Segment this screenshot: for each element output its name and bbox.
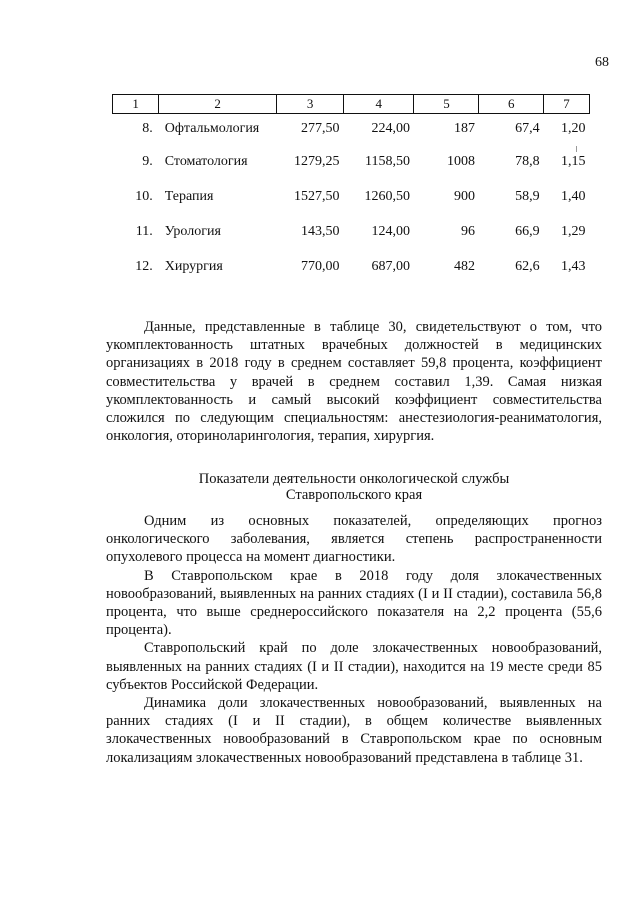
cell-col-7: 1,40 xyxy=(561,188,586,204)
table-row xyxy=(113,179,590,214)
cell-col-3: 1527,50 xyxy=(294,188,340,204)
header-col-4: 4 xyxy=(344,95,414,114)
cell-col-3: 1279,25 xyxy=(294,153,340,169)
header-col-3: 3 xyxy=(277,95,344,114)
body-paragraph: В Ставропольском крае в 2018 году доля злокачественных новообразований, выявленных на ранних стадиях (I и II стадии), составила 56,8 процента, что выше среднероссийского показателя на 2,2 процента (55,6 процента). xyxy=(106,567,602,639)
cell-col-3: 770,00 xyxy=(301,258,340,274)
specialty-name: Стоматология xyxy=(164,153,248,169)
header-col-1: 1 xyxy=(113,95,159,114)
table-row xyxy=(113,249,590,284)
specialty-name: Терапия xyxy=(164,188,214,204)
cell-col-7: 1,43 xyxy=(561,258,586,274)
page-number: 68 xyxy=(595,55,609,70)
scan-mark xyxy=(576,146,577,152)
section-heading-line-2: Ставропольского края xyxy=(285,487,423,503)
specialty-staffing-table xyxy=(112,94,590,284)
cell-col-3: 143,50 xyxy=(301,223,340,239)
cell-col-6: 67,4 xyxy=(515,121,540,136)
cell-col-4: 124,00 xyxy=(371,223,410,239)
cell-col-6: 78,8 xyxy=(515,153,540,169)
cell-col-3: 277,50 xyxy=(301,121,340,136)
row-number: 11. xyxy=(135,223,153,239)
section-heading-line-1: Показатели деятельности онкологической службы xyxy=(198,471,510,487)
cell-col-4: 1158,50 xyxy=(364,153,410,169)
section-heading xyxy=(106,471,602,503)
cell-col-6: 62,6 xyxy=(515,258,540,274)
cell-col-7: 1,20 xyxy=(561,121,586,136)
specialty-name: Хирургия xyxy=(164,258,223,274)
body-paragraph: Одним из основных показателей, определяющих прогноз онкологического заболевания, является степень распространенности опухолевого процесса на момент диагностики. xyxy=(106,513,602,566)
cell-col-5: 900 xyxy=(453,188,475,204)
row-number: 10. xyxy=(135,188,153,204)
cell-col-4: 687,00 xyxy=(371,258,410,274)
cell-col-5: 187 xyxy=(453,121,475,136)
oncology-section-body xyxy=(106,512,602,767)
header-col-5: 5 xyxy=(414,95,479,114)
table-row xyxy=(113,144,590,179)
cell-col-4: 224,00 xyxy=(371,121,410,136)
header-col-2: 2 xyxy=(159,95,277,114)
table-header-row xyxy=(113,95,590,114)
specialty-name: Офтальмология xyxy=(164,121,260,136)
cell-col-5: 482 xyxy=(453,258,475,274)
row-number: 9. xyxy=(142,153,153,169)
cell-col-7: 1,15 xyxy=(561,153,586,169)
cell-col-5: 1008 xyxy=(446,153,475,169)
cell-col-4: 1260,50 xyxy=(364,188,410,204)
row-number: 12. xyxy=(135,258,153,274)
cell-col-6: 58,9 xyxy=(515,188,540,204)
cell-col-5: 96 xyxy=(460,223,475,239)
header-col-6: 6 xyxy=(479,95,544,114)
specialty-name: Урология xyxy=(164,223,221,239)
staffing-summary-section xyxy=(106,318,602,445)
table-row xyxy=(113,114,590,145)
header-col-7: 7 xyxy=(544,95,590,114)
row-number: 8. xyxy=(142,121,153,136)
body-paragraph: Данные, представленные в таблице 30, свидетельствуют о том, что укомплектованность штатных врачебных должностей в медицинских организациях в 2018 году в среднем составляет 59,8 процента, коэффициент совместительства у врачей в среднем составил 1,39. Самая низкая укомплектованность и самый высокий коэффициент совместительства сложился по следующим специальностям: анестезиология-реаниматология, онкология, оториноларингология, терапия, хирургия. xyxy=(106,319,602,445)
cell-col-7: 1,29 xyxy=(561,223,586,239)
body-paragraph: Ставропольский край по доле злокачественных новообразований, выявленных на ранних стадиях (I и II стадии), находится на 19 месте среди 85 субъектов Российской Федерации. xyxy=(106,640,602,693)
table-row xyxy=(113,214,590,249)
cell-col-6: 66,9 xyxy=(515,223,540,239)
body-paragraph: Динамика доли злокачественных новообразований, выявленных на ранних стадиях (I и II стадии), в общем количестве выявленных злокачественных новообразований в Ставропольском крае по основным локализациям злокачественных новообразований представлена в таблице 31. xyxy=(106,695,602,766)
